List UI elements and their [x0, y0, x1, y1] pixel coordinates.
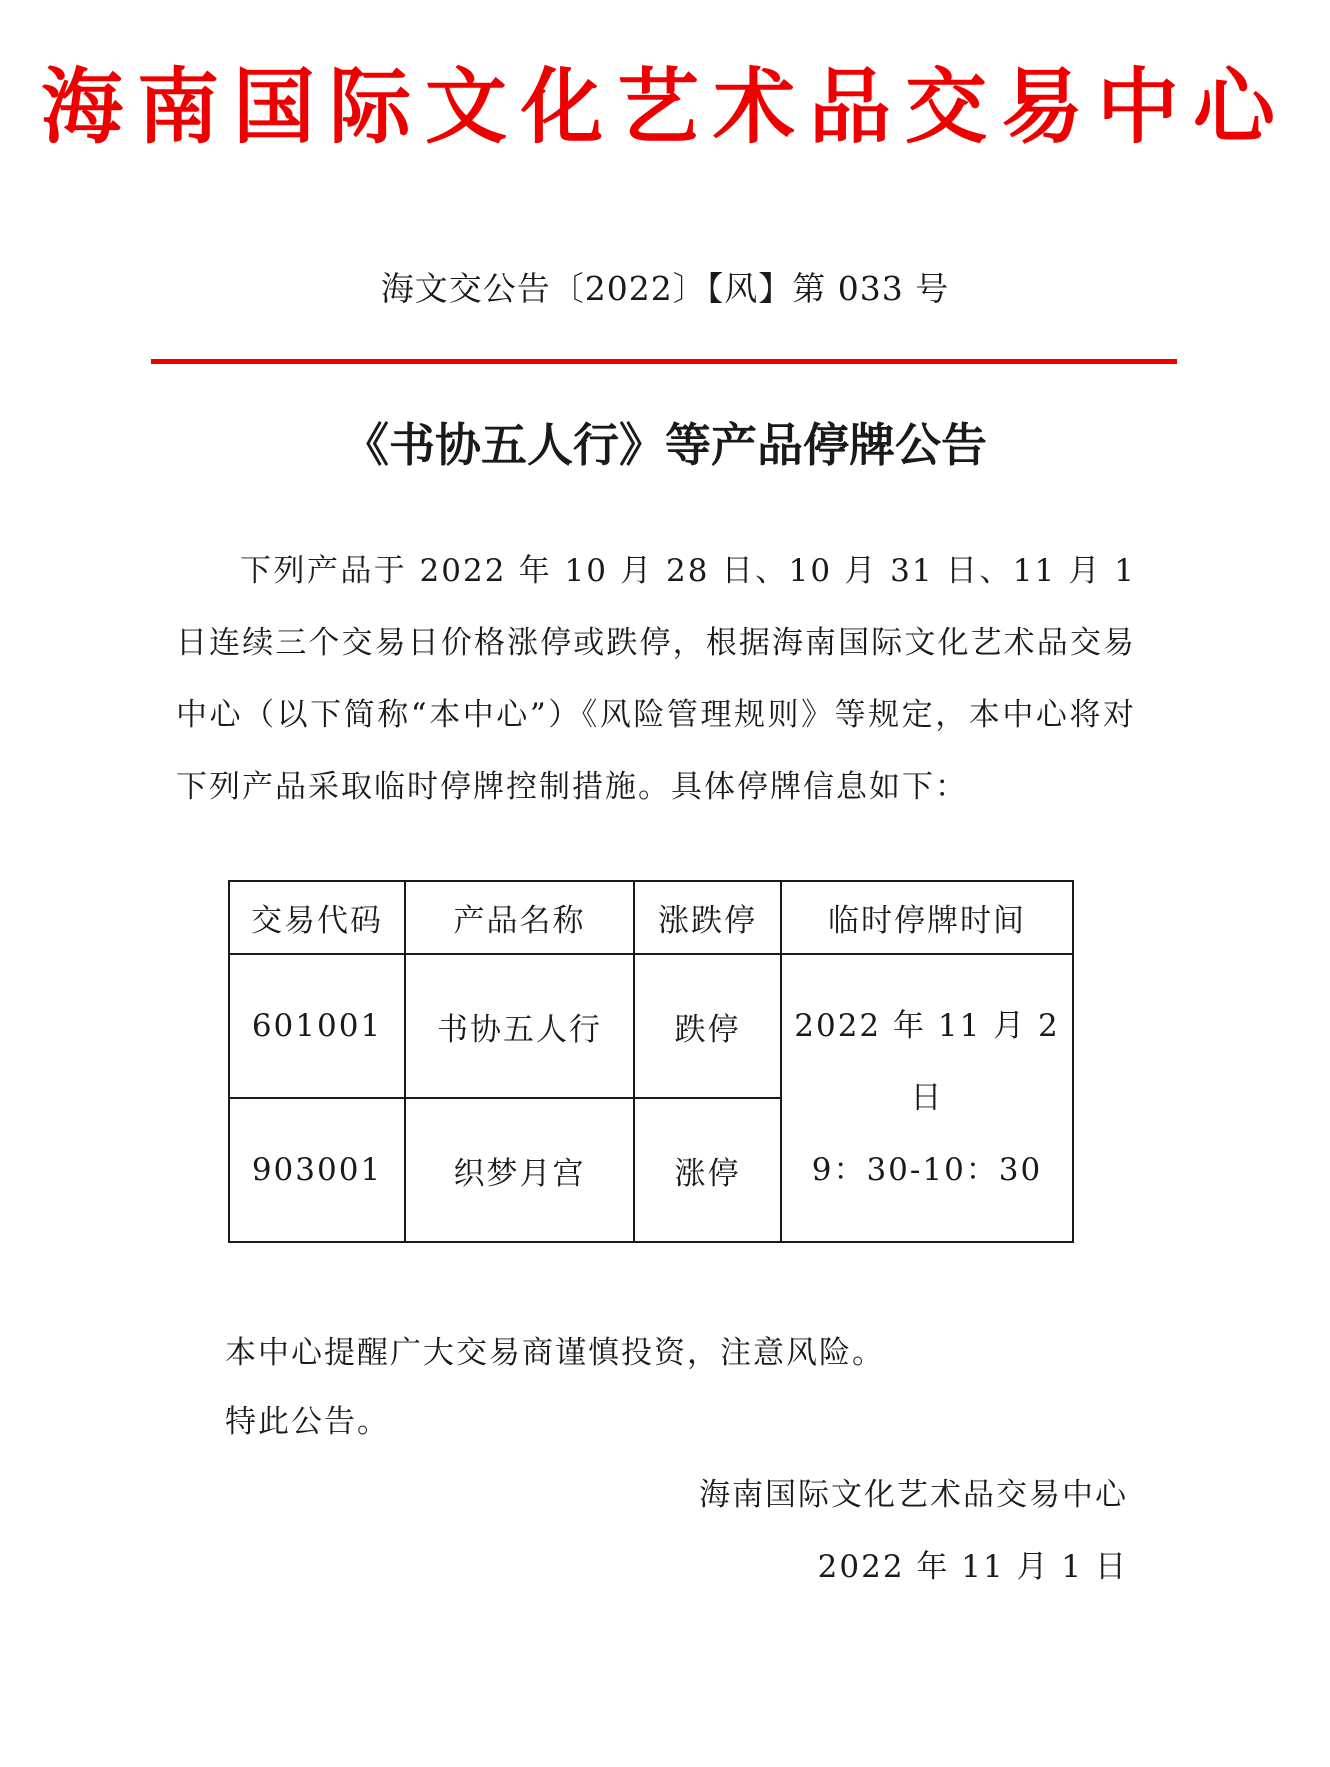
halt-time-cell — [781, 954, 1073, 1242]
notice-body: 下列产品于 2022 年 10 月 28 日、10 月 31 日、11 月 1 日连续三个交易日价格涨停或跌停，根据海南国际文化艺术品交易中心（以下简称“本中心”）《风险管理规则》等规定，本中心将对下列产品采取临时停牌控制措施。具体停牌信息如下： — [176, 553, 1136, 805]
halt-time: 9：30-10：30 — [811, 1152, 1043, 1188]
announcement-closing: 特此公告。 — [225, 1404, 390, 1440]
table-row — [229, 954, 1073, 1098]
header-price-limit: 涨跌停 — [634, 881, 781, 954]
table-header-row — [229, 881, 1073, 954]
halt-table — [228, 880, 1074, 1243]
red-divider — [151, 359, 1177, 364]
signature-organization: 海南国际文化艺术品交易中心 — [699, 1477, 1128, 1513]
organization-header: 海南国际文化艺术品交易中心 — [40, 59, 1289, 155]
header-trade-code: 交易代码 — [229, 881, 405, 954]
risk-reminder: 本中心提醒广大交易商谨慎投资，注意风险。 — [225, 1335, 885, 1371]
price-limit-cell: 跌停 — [634, 954, 781, 1098]
notice-title: 《书协五人行》等产品停牌公告 — [343, 418, 987, 472]
signature-date: 2022 年 11 月 1 日 — [817, 1549, 1128, 1585]
product-name-cell: 织梦月宫 — [405, 1098, 634, 1242]
header-halt-time: 临时停牌时间 — [781, 881, 1073, 954]
halt-date: 2022 年 11 月 2 日 — [794, 1008, 1060, 1116]
price-limit-cell: 涨停 — [634, 1098, 781, 1242]
trade-code-cell: 903001 — [229, 1098, 405, 1242]
header-product-name: 产品名称 — [405, 881, 634, 954]
trade-code-cell: 601001 — [229, 954, 405, 1098]
document-number: 海文交公告〔2022〕【风】第 033 号 — [380, 269, 950, 308]
product-name-cell: 书协五人行 — [405, 954, 634, 1098]
